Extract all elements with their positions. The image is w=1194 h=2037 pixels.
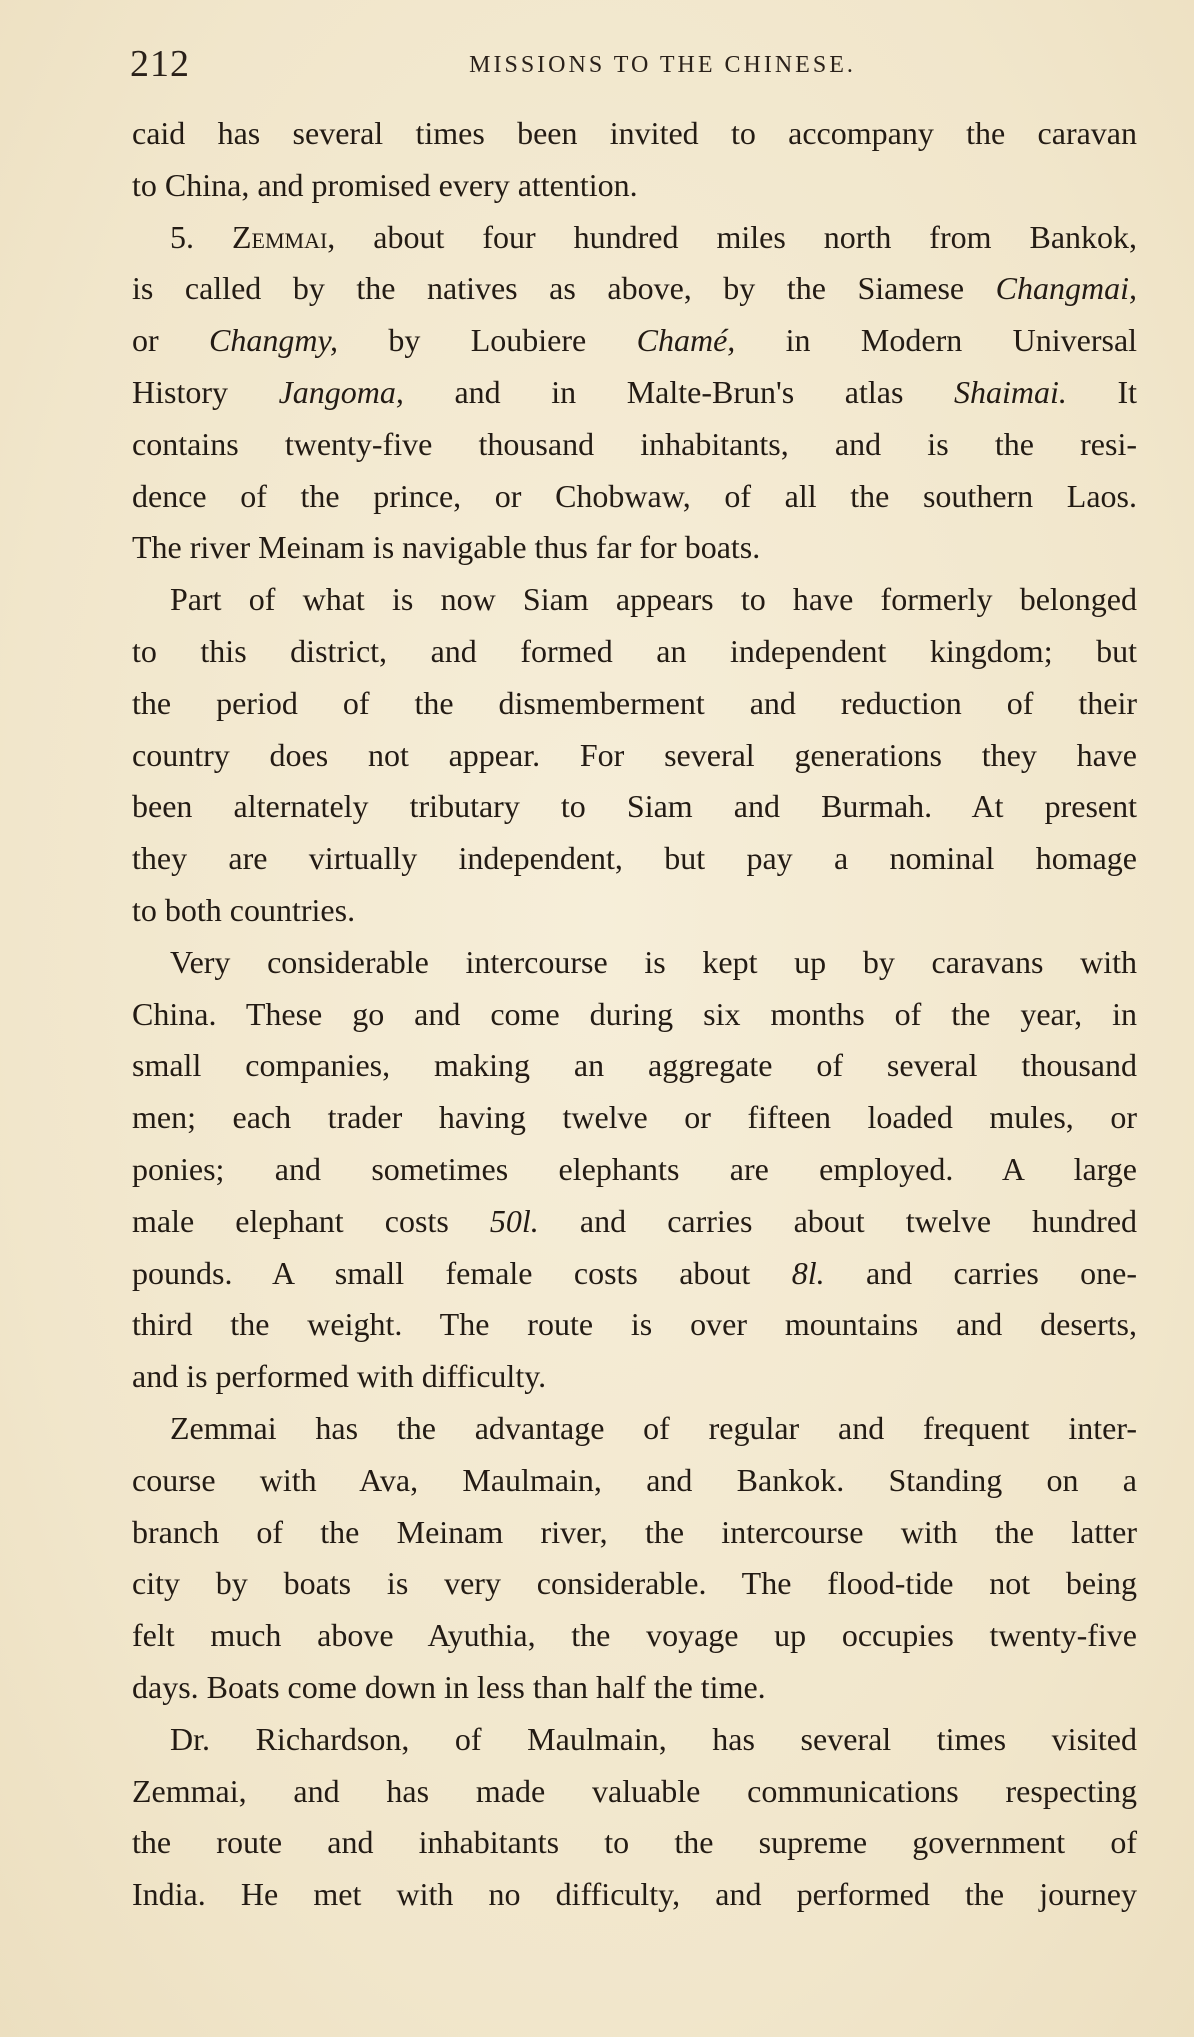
body-text [132, 108, 1137, 1921]
text-line: third the weight. The route is over mountains and deserts, [132, 1306, 1137, 1343]
text-line: country does not appear. For several generations they have [132, 736, 1137, 773]
text-line: China. These go and come during six months of the year, in [132, 995, 1137, 1032]
text-line: dence of the prince, or Chobwaw, of all the southern Laos. [132, 477, 1137, 514]
text-line: they are virtually independent, but pay a nominal homage [132, 840, 1137, 877]
text-line: small companies, making an aggregate of several thousand [132, 1047, 1137, 1084]
text-line: India. He met with no difficulty, and performed the journey [132, 1876, 1137, 1913]
text-line: contains twenty-five thousand inhabitants, and is the resi- [132, 425, 1137, 462]
page-number: 212 [130, 43, 190, 85]
text-line: pounds. A small female costs about 8l. and carries one- [132, 1254, 1138, 1291]
text-line: or Changmy, by Loubiere Chamé, in Modern Universal [132, 322, 1138, 359]
text-line: and is performed with difficulty. [132, 1358, 547, 1395]
text-line: is called by the natives as above, by the Siamese Changmai, [132, 270, 1138, 307]
text-line: The river Meinam is navigable thus far for boats. [132, 529, 761, 566]
text-line: Zemmai, and has made valuable communications respecting [132, 1772, 1137, 1809]
text-line: the period of the dismemberment and reduction of their [132, 684, 1137, 721]
text-line: History Jangoma, and in Malte-Brun's atlas Shaimai. It [132, 373, 1138, 410]
text-line: to both countries. [132, 891, 356, 928]
text-line: to this district, and formed an independent kingdom; but [132, 632, 1137, 669]
text-line: ponies; and sometimes elephants are employed. A large [132, 1150, 1137, 1187]
text-line: been alternately tributary to Siam and Burmah. At present [132, 788, 1137, 825]
text-line: branch of the Meinam river, the intercourse with the latter [132, 1513, 1137, 1550]
text-line: days. Boats come down in less than half the time. [132, 1668, 766, 1705]
text-line: Dr. Richardson, of Maulmain, has several times visited [170, 1720, 1137, 1757]
text-line: Zemmai has the advantage of regular and frequent inter- [170, 1409, 1137, 1446]
text-line: course with Ava, Maulmain, and Bankok. Standing on a [132, 1461, 1137, 1498]
text-line: the route and inhabitants to the supreme government of [132, 1824, 1137, 1861]
running-head: MISSIONS TO THE CHINESE. [469, 52, 856, 78]
text-line: 5. Zemmai, about four hundred miles north from Bankok, [170, 218, 1138, 255]
text-line: to China, and promised every attention. [132, 166, 638, 203]
text-line: caid has several times been invited to accompany the caravan [132, 115, 1137, 151]
text-line: felt much above Ayuthia, the voyage up occupies twenty-five [132, 1617, 1137, 1654]
text-line: Very considerable intercourse is kept up by caravans with [170, 943, 1137, 980]
text-line: men; each trader having twelve or fifteen loaded mules, or [132, 1099, 1137, 1136]
text-line: Part of what is now Siam appears to have formerly belonged [170, 581, 1137, 618]
page-header [130, 42, 1135, 92]
text-line: city by boats is very considerable. The flood-tide not being [132, 1565, 1137, 1602]
text-line: male elephant costs 50l. and carries about twelve hundred [132, 1202, 1138, 1239]
